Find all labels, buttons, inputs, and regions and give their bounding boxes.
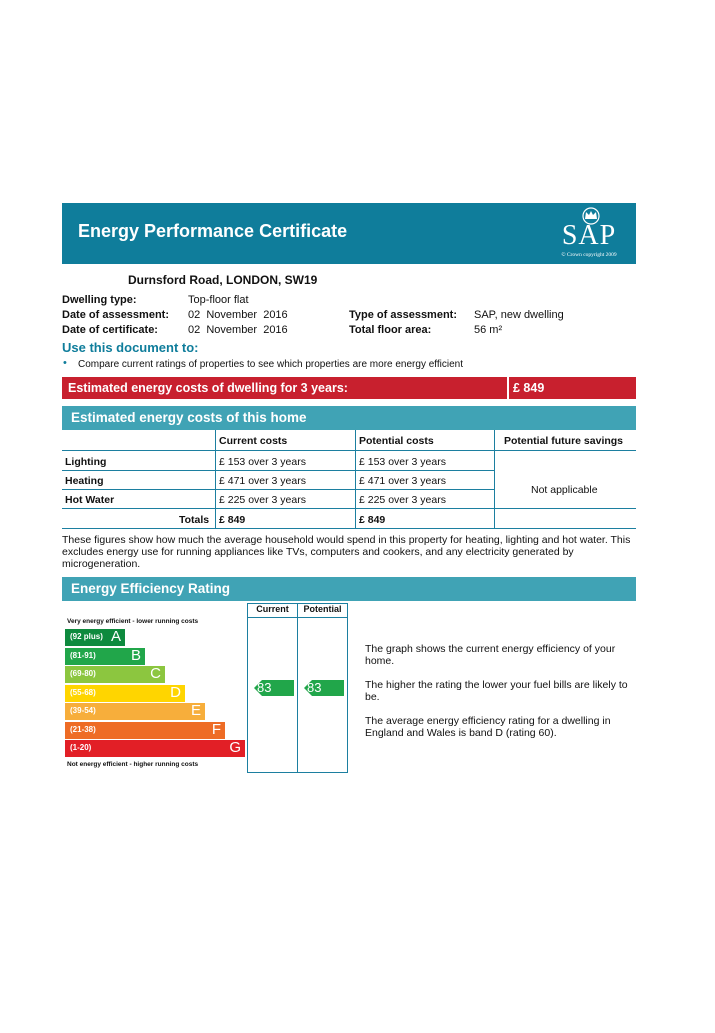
band-range: (92 plus)	[70, 632, 103, 641]
potential-column-header: Potential	[303, 604, 342, 614]
rating-band-d	[65, 685, 185, 702]
rating-band-b	[65, 648, 145, 665]
date-certificate-label: Date of certificate:	[62, 324, 158, 336]
total-potential: £ 849	[359, 514, 386, 526]
band-letter: D	[170, 683, 181, 701]
costs-table	[62, 430, 636, 530]
certificate-title: Energy Performance Certificate	[78, 221, 348, 241]
bullet-icon: •	[63, 357, 67, 369]
band-letter: G	[229, 739, 241, 756]
efficiency-section-title: Energy Efficiency Rating	[71, 581, 231, 596]
hot-water-potential: £ 225 over 3 years	[359, 494, 446, 506]
type-assessment-label: Type of assessment:	[349, 309, 458, 321]
totals-label: Totals	[179, 514, 210, 526]
energy-rating-chart	[62, 603, 352, 778]
row-label-hot-water: Hot Water	[65, 494, 115, 506]
bottom-note: Not energy efficient - higher running costs	[67, 761, 199, 768]
band-letter: B	[130, 646, 141, 664]
rating-band-a	[65, 629, 125, 646]
dwelling-type-value: Top-floor flat	[188, 294, 249, 306]
column-header-potential: Potential costs	[359, 435, 434, 447]
date-assessment-label: Date of assessment:	[62, 309, 169, 321]
band-range: (1-20)	[70, 743, 92, 752]
dwelling-type-label: Dwelling type:	[62, 294, 137, 306]
band-range: (69-80)	[70, 669, 96, 678]
lighting-current: £ 153 over 3 years	[219, 456, 306, 468]
use-document-item: Compare current ratings of properties to see which properties are more energy efficient	[78, 359, 464, 370]
divider	[507, 377, 509, 399]
band-letter: F	[211, 720, 221, 738]
savings-value: Not applicable	[531, 484, 598, 496]
rating-band-e	[65, 703, 205, 720]
property-address: Durnsford Road, LONDON, SW19	[128, 273, 318, 287]
rating-explanation-2: The higher the rating the lower your fuel bills are likely to be.	[365, 679, 628, 703]
estimated-total-value: £ 849	[513, 381, 545, 395]
use-document-heading: Use this document to:	[62, 340, 199, 355]
date-assessment-value: 02 November 2016	[188, 309, 288, 321]
sap-logo-text: SAP	[561, 220, 617, 251]
column-header-current: Current costs	[219, 435, 288, 447]
sap-logo	[544, 206, 634, 262]
total-current: £ 849	[219, 514, 246, 526]
costs-section-title: Estimated energy costs of this home	[71, 410, 307, 425]
band-letter: E	[190, 702, 201, 719]
band-range: (21-38)	[70, 724, 96, 734]
floor-area-label: Total floor area:	[349, 324, 432, 336]
certificate-header	[62, 203, 636, 264]
costs-section-heading	[62, 406, 636, 430]
band-range: (81-91)	[70, 650, 96, 660]
band-range: (55-68)	[70, 687, 96, 697]
current-column-header: Current	[256, 604, 289, 614]
column-header-savings: Potential future savings	[504, 435, 624, 447]
rating-band-f	[65, 722, 225, 739]
hot-water-current: £ 225 over 3 years	[219, 494, 306, 506]
top-note: Very energy efficient - lower running costs	[67, 618, 199, 625]
rating-band-c	[65, 666, 165, 683]
efficiency-section-heading	[62, 577, 636, 601]
band-letter: A	[110, 628, 121, 645]
rating-band-g	[65, 740, 245, 757]
band-range: (39-54)	[70, 706, 96, 715]
estimated-total-bar	[62, 377, 636, 399]
rating-explanation-1: The graph shows the current energy efficiency of your home.	[365, 643, 616, 667]
sap-copyright: © Crown copyright 2009	[561, 252, 617, 258]
row-label-lighting: Lighting	[65, 456, 107, 468]
band-letter: C	[150, 665, 161, 682]
estimated-total-label: Estimated energy costs of dwelling for 3 years:	[68, 381, 348, 395]
lighting-potential: £ 153 over 3 years	[359, 456, 446, 468]
date-certificate-value: 02 November 2016	[188, 324, 288, 336]
heating-current: £ 471 over 3 years	[219, 475, 306, 487]
heating-potential: £ 471 over 3 years	[359, 475, 446, 487]
floor-area-value: 56 m²	[474, 324, 503, 336]
rating-explanation-3: The average energy efficiency rating for a dwelling in England and Wales is band D (rating 60).	[365, 715, 611, 739]
type-assessment-value: SAP, new dwelling	[474, 309, 564, 321]
row-label-heating: Heating	[65, 475, 104, 487]
costs-note: These figures show how much the average household would spend in this property for heating, lighting and hot water. This excludes energy use for running appliances like TVs, computers and cookers, and any electricity generated by microgeneration.	[62, 534, 631, 570]
